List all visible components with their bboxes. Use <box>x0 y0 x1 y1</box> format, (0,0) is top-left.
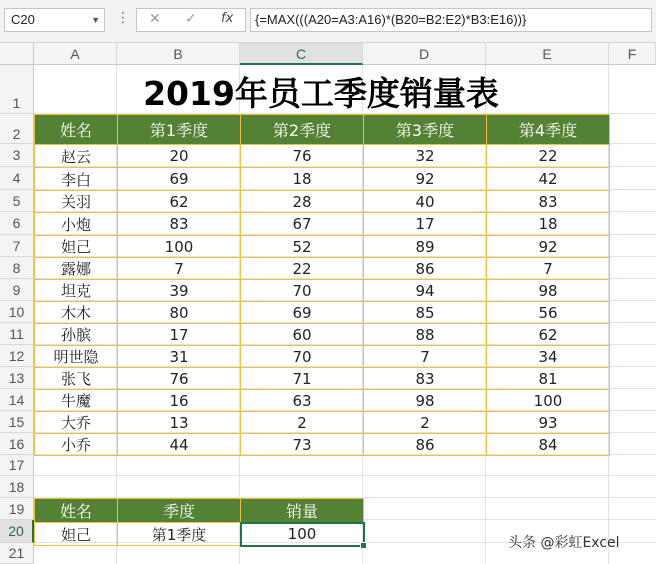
cell[interactable]: 18 <box>487 213 610 236</box>
cell[interactable]: 83 <box>364 368 487 390</box>
cell[interactable]: 67 <box>241 213 364 236</box>
cell[interactable]: 81 <box>487 368 610 390</box>
cell[interactable]: 62 <box>487 324 610 346</box>
cell[interactable]: 69 <box>118 168 241 191</box>
cell[interactable]: 第2季度 <box>241 115 364 145</box>
cell[interactable]: 22 <box>241 258 364 280</box>
cell[interactable]: 42 <box>487 168 610 191</box>
table-row <box>35 434 610 456</box>
table-row <box>35 258 610 280</box>
table-row <box>35 324 610 346</box>
row-header-10[interactable]: 10 <box>0 301 34 323</box>
column-header-a[interactable]: A <box>34 43 117 65</box>
fill-handle[interactable] <box>360 542 367 549</box>
cell[interactable]: 100 <box>487 390 610 412</box>
cell[interactable]: 7 <box>118 258 241 280</box>
cell[interactable]: 第3季度 <box>364 115 487 145</box>
row-header-5[interactable]: 5 <box>0 190 34 212</box>
cell[interactable]: 60 <box>241 324 364 346</box>
column-header-c[interactable]: C <box>240 43 363 65</box>
cell[interactable]: 70 <box>241 280 364 302</box>
gridline <box>34 475 656 476</box>
cell[interactable]: 39 <box>118 280 241 302</box>
formula-buttons <box>136 8 246 32</box>
more-options-icon[interactable]: ⋮ <box>116 10 129 26</box>
chevron-down-icon[interactable]: ▼ <box>91 15 100 25</box>
cell[interactable]: 7 <box>487 258 610 280</box>
cell[interactable]: 84 <box>487 434 610 456</box>
table-row <box>35 145 610 168</box>
cell[interactable]: 小炮 <box>35 213 118 236</box>
row-header-16[interactable]: 16 <box>0 433 34 455</box>
row-header-11[interactable]: 11 <box>0 323 34 345</box>
watermark: 头条 @彩虹Excel <box>508 535 620 551</box>
cell[interactable]: 76 <box>241 145 364 168</box>
cell[interactable]: 34 <box>487 346 610 368</box>
lookup-value-row <box>35 523 364 546</box>
cell[interactable]: 20 <box>118 145 241 168</box>
cell[interactable]: 76 <box>118 368 241 390</box>
row-header-1[interactable]: 1 <box>0 65 34 114</box>
row-header-3[interactable]: 3 <box>0 144 34 167</box>
row-header-7[interactable]: 7 <box>0 235 34 257</box>
cell[interactable]: 7 <box>364 346 487 368</box>
row-header-18[interactable]: 18 <box>0 476 34 498</box>
cell[interactable]: 63 <box>241 390 364 412</box>
cell[interactable]: 93 <box>487 412 610 434</box>
cell[interactable]: 52 <box>241 236 364 258</box>
enter-icon[interactable]: ✓ <box>185 11 197 27</box>
formula-input[interactable]: {=MAX(((A20=A3:A16)*(B20=B2:E2)*B3:E16))} <box>250 8 652 32</box>
column-header-e[interactable]: E <box>486 43 609 65</box>
table-row <box>35 191 610 213</box>
table-row <box>35 390 610 412</box>
table-row <box>35 302 610 324</box>
table-row <box>35 368 610 390</box>
cell[interactable]: 92 <box>487 236 610 258</box>
row-header-9[interactable]: 9 <box>0 279 34 301</box>
cell[interactable]: 28 <box>241 191 364 213</box>
cell[interactable]: 98 <box>364 390 487 412</box>
cell[interactable]: 妲己 <box>35 236 118 258</box>
table-header-row <box>35 115 610 145</box>
row-header-14[interactable]: 14 <box>0 389 34 411</box>
cell[interactable]: 73 <box>241 434 364 456</box>
name-box-value: C20 <box>11 12 35 27</box>
cell[interactable]: 第4季度 <box>487 115 610 145</box>
formula-bar <box>0 0 656 43</box>
table-row <box>35 346 610 368</box>
cell[interactable]: 第1季度 <box>118 523 241 546</box>
lookup-header-row <box>35 499 364 523</box>
column-header-b[interactable]: B <box>117 43 240 65</box>
sales-table <box>34 114 610 456</box>
row-header-19[interactable]: 19 <box>0 498 34 520</box>
cell[interactable]: 62 <box>118 191 241 213</box>
cell[interactable]: 17 <box>364 213 487 236</box>
cell[interactable]: 31 <box>118 346 241 368</box>
cell[interactable]: 大乔 <box>35 412 118 434</box>
row-header-13[interactable]: 13 <box>0 367 34 389</box>
table-row <box>35 412 610 434</box>
column-header-f[interactable]: F <box>609 43 656 65</box>
cell[interactable]: 83 <box>118 213 241 236</box>
cell[interactable]: 86 <box>364 258 487 280</box>
row-header-17[interactable]: 17 <box>0 455 34 476</box>
insert-function-icon[interactable]: fx <box>221 11 234 26</box>
row-header-12[interactable]: 12 <box>0 345 34 367</box>
cell[interactable]: 56 <box>487 302 610 324</box>
cell[interactable]: 张飞 <box>35 368 118 390</box>
row-header-15[interactable]: 15 <box>0 411 34 433</box>
cell[interactable]: 季度 <box>118 499 241 523</box>
cell[interactable]: 孙膑 <box>35 324 118 346</box>
cell[interactable]: 83 <box>487 191 610 213</box>
cell[interactable]: 16 <box>118 390 241 412</box>
cell[interactable]: 69 <box>241 302 364 324</box>
cell[interactable]: 18 <box>241 168 364 191</box>
row-header-2[interactable]: 2 <box>0 114 34 144</box>
cell[interactable]: 44 <box>118 434 241 456</box>
table-row <box>35 168 610 191</box>
cell[interactable]: 32 <box>364 145 487 168</box>
cell[interactable]: 80 <box>118 302 241 324</box>
cell[interactable]: 露娜 <box>35 258 118 280</box>
cell[interactable]: 94 <box>364 280 487 302</box>
row-header-20[interactable]: 20 <box>0 520 34 543</box>
selected-cell-c20[interactable]: 100 <box>241 523 364 546</box>
cell[interactable]: 86 <box>364 434 487 456</box>
table-row <box>35 236 610 258</box>
cell[interactable]: 2 <box>364 412 487 434</box>
row-header-21[interactable]: 21 <box>0 543 34 564</box>
cell[interactable]: 牛魔 <box>35 390 118 412</box>
cell[interactable]: 木木 <box>35 302 118 324</box>
cell[interactable]: 2 <box>241 412 364 434</box>
cell[interactable]: 13 <box>118 412 241 434</box>
cell[interactable]: 17 <box>118 324 241 346</box>
cell[interactable]: 89 <box>364 236 487 258</box>
cell[interactable]: 小乔 <box>35 434 118 456</box>
column-header-d[interactable]: D <box>363 43 486 65</box>
cell[interactable]: 姓名 <box>35 499 118 523</box>
select-all-corner[interactable] <box>0 43 34 65</box>
cell[interactable]: 妲己 <box>35 523 118 546</box>
cell[interactable]: 92 <box>364 168 487 191</box>
table-row <box>35 213 610 236</box>
cell[interactable]: 第1季度 <box>118 115 241 145</box>
cell[interactable]: 关羽 <box>35 191 118 213</box>
cell[interactable]: 70 <box>241 346 364 368</box>
cell[interactable]: 88 <box>364 324 487 346</box>
name-box[interactable] <box>4 8 105 32</box>
cell[interactable]: 71 <box>241 368 364 390</box>
cell[interactable]: 销量 <box>241 499 364 523</box>
cell[interactable]: 22 <box>487 145 610 168</box>
cell[interactable]: 明世隐 <box>35 346 118 368</box>
cell[interactable]: 赵云 <box>35 145 118 168</box>
row-header-6[interactable]: 6 <box>0 212 34 235</box>
cell[interactable]: 98 <box>487 280 610 302</box>
row-header-8[interactable]: 8 <box>0 257 34 279</box>
row-header-4[interactable]: 4 <box>0 167 34 190</box>
table-row <box>35 280 610 302</box>
cell[interactable]: 100 <box>118 236 241 258</box>
lookup-table <box>34 498 364 546</box>
cell[interactable]: 85 <box>364 302 487 324</box>
cell[interactable]: 坦克 <box>35 280 118 302</box>
cell[interactable]: 李白 <box>35 168 118 191</box>
cancel-icon[interactable]: ✕ <box>149 11 161 27</box>
sheet-title[interactable]: 2019年员工季度销量表 <box>143 74 499 113</box>
cell[interactable]: 姓名 <box>35 115 118 145</box>
cell[interactable]: 40 <box>364 191 487 213</box>
